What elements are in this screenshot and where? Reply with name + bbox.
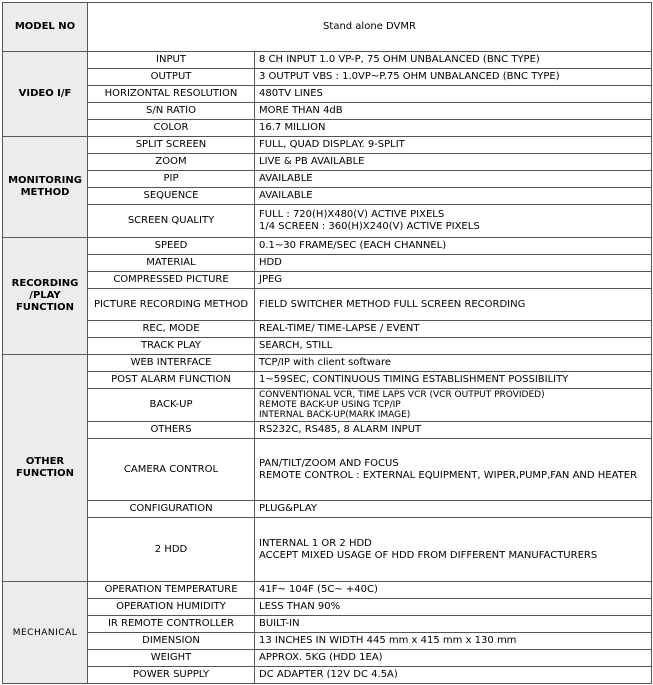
spec-value: 13 INCHES IN WIDTH 445 mm x 415 mm x 130 mm — [255, 633, 652, 650]
spec-value: PAN/TILT/ZOOM AND FOCUS REMOTE CONTROL : EXTERNAL EQUIPMENT, WIPER,PUMP,FAN AND HEATER — [255, 439, 652, 501]
spec-value: 0.1~30 FRAME/SEC (EACH CHANNEL) — [255, 238, 652, 255]
spec-value: 16.7 MILLION — [255, 120, 652, 137]
table-row — [3, 272, 652, 289]
spec-value: APPROX. 5KG (HDD 1EA) — [255, 650, 652, 667]
table-row — [3, 599, 652, 616]
spec-label: SPEED — [88, 238, 255, 255]
spec-sheet — [2, 2, 651, 683]
table-row — [3, 238, 652, 255]
table-row — [3, 372, 652, 389]
spec-label: POWER SUPPLY — [88, 667, 255, 684]
spec-label: ZOOM — [88, 154, 255, 171]
spec-table — [2, 2, 652, 684]
spec-value: CONVENTIONAL VCR, TIME LAPS VCR (VCR OUTPUT PROVIDED) REMOTE BACK-UP USING TCP/IP INTERNAL BACK-UP(MARK IMAGE) — [255, 389, 652, 422]
table-row — [3, 501, 652, 518]
spec-value: LESS THAN 90% — [255, 599, 652, 616]
group-other-function: OTHER FUNCTION — [3, 355, 88, 582]
spec-label: PICTURE RECORDING METHOD — [88, 289, 255, 321]
model-no-label: MODEL NO — [3, 3, 88, 52]
spec-value: TCP/IP with client software — [255, 355, 652, 372]
group-recording-play-function: RECORDING /PLAY FUNCTION — [3, 238, 88, 355]
table-row — [3, 355, 652, 372]
spec-label: SPLIT SCREEN — [88, 137, 255, 154]
spec-label: SEQUENCE — [88, 188, 255, 205]
spec-value: BUILT-IN — [255, 616, 652, 633]
spec-value: DC ADAPTER (12V DC 4.5A) — [255, 667, 652, 684]
spec-value: MORE THAN 4dB — [255, 103, 652, 120]
table-row — [3, 255, 652, 272]
spec-label: SCREEN QUALITY — [88, 205, 255, 238]
spec-label: BACK-UP — [88, 389, 255, 422]
table-row — [3, 154, 652, 171]
spec-label: TRACK PLAY — [88, 338, 255, 355]
table-row — [3, 518, 652, 582]
spec-label: OPERATION HUMIDITY — [88, 599, 255, 616]
table-row — [3, 616, 652, 633]
spec-label: WEB INTERFACE — [88, 355, 255, 372]
spec-label: 2 HDD — [88, 518, 255, 582]
group-mechanical: MECHANICAL — [3, 582, 88, 684]
table-row — [3, 633, 652, 650]
spec-label: POST ALARM FUNCTION — [88, 372, 255, 389]
table-row — [3, 137, 652, 154]
table-row — [3, 422, 652, 439]
group-video-if: VIDEO I/F — [3, 52, 88, 137]
table-row — [3, 171, 652, 188]
table-row — [3, 69, 652, 86]
table-row — [3, 188, 652, 205]
spec-label: OPERATION TEMPERATURE — [88, 582, 255, 599]
spec-value: 480TV LINES — [255, 86, 652, 103]
spec-label: CONFIGURATION — [88, 501, 255, 518]
spec-value: JPEG — [255, 272, 652, 289]
spec-value: PLUG&PLAY — [255, 501, 652, 518]
table-row — [3, 439, 652, 501]
spec-label: COLOR — [88, 120, 255, 137]
spec-label: PIP — [88, 171, 255, 188]
spec-value: 8 CH INPUT 1.0 VP-P, 75 OHM UNBALANCED (BNC TYPE) — [255, 52, 652, 69]
table-row — [3, 52, 652, 69]
spec-label: CAMERA CONTROL — [88, 439, 255, 501]
table-row — [3, 205, 652, 238]
table-row — [3, 103, 652, 120]
spec-value: INTERNAL 1 OR 2 HDD ACCEPT MIXED USAGE OF HDD FROM DIFFERENT MANUFACTURERS — [255, 518, 652, 582]
spec-label: INPUT — [88, 52, 255, 69]
table-row — [3, 582, 652, 599]
spec-label: HORIZONTAL RESOLUTION — [88, 86, 255, 103]
spec-label: WEIGHT — [88, 650, 255, 667]
spec-value: REAL-TIME/ TIME-LAPSE / EVENT — [255, 321, 652, 338]
table-row — [3, 120, 652, 137]
spec-label: COMPRESSED PICTURE — [88, 272, 255, 289]
spec-value: FULL : 720(H)X480(V) ACTIVE PIXELS 1/4 SCREEN : 360(H)X240(V) ACTIVE PIXELS — [255, 205, 652, 238]
spec-value: 41F~ 104F (5C~ +40C) — [255, 582, 652, 599]
spec-label: IR REMOTE CONTROLLER — [88, 616, 255, 633]
table-row — [3, 289, 652, 321]
spec-label: DIMENSION — [88, 633, 255, 650]
spec-label: S/N RATIO — [88, 103, 255, 120]
table-row — [3, 86, 652, 103]
spec-label: OTHERS — [88, 422, 255, 439]
spec-value: RS232C, RS485, 8 ALARM INPUT — [255, 422, 652, 439]
spec-value: 3 OUTPUT VBS : 1.0VP~P.75 OHM UNBALANCED (BNC TYPE) — [255, 69, 652, 86]
spec-value: LIVE & PB AVAILABLE — [255, 154, 652, 171]
spec-label: REC, MODE — [88, 321, 255, 338]
table-row — [3, 667, 652, 684]
table-row — [3, 338, 652, 355]
spec-label: MATERIAL — [88, 255, 255, 272]
group-monitoring-method: MONITORING METHOD — [3, 137, 88, 238]
header-row — [3, 3, 652, 52]
table-row — [3, 650, 652, 667]
model-no-value: Stand alone DVMR — [88, 3, 652, 52]
spec-value: FULL, QUAD DISPLAY. 9-SPLIT — [255, 137, 652, 154]
table-row — [3, 389, 652, 422]
spec-value: HDD — [255, 255, 652, 272]
spec-value: FIELD SWITCHER METHOD FULL SCREEN RECORDING — [255, 289, 652, 321]
spec-label: OUTPUT — [88, 69, 255, 86]
spec-value: 1~59SEC, CONTINUOUS TIMING ESTABLISHMENT POSSIBILITY — [255, 372, 652, 389]
spec-value: SEARCH, STILL — [255, 338, 652, 355]
table-row — [3, 321, 652, 338]
spec-value: AVAILABLE — [255, 188, 652, 205]
spec-value: AVAILABLE — [255, 171, 652, 188]
